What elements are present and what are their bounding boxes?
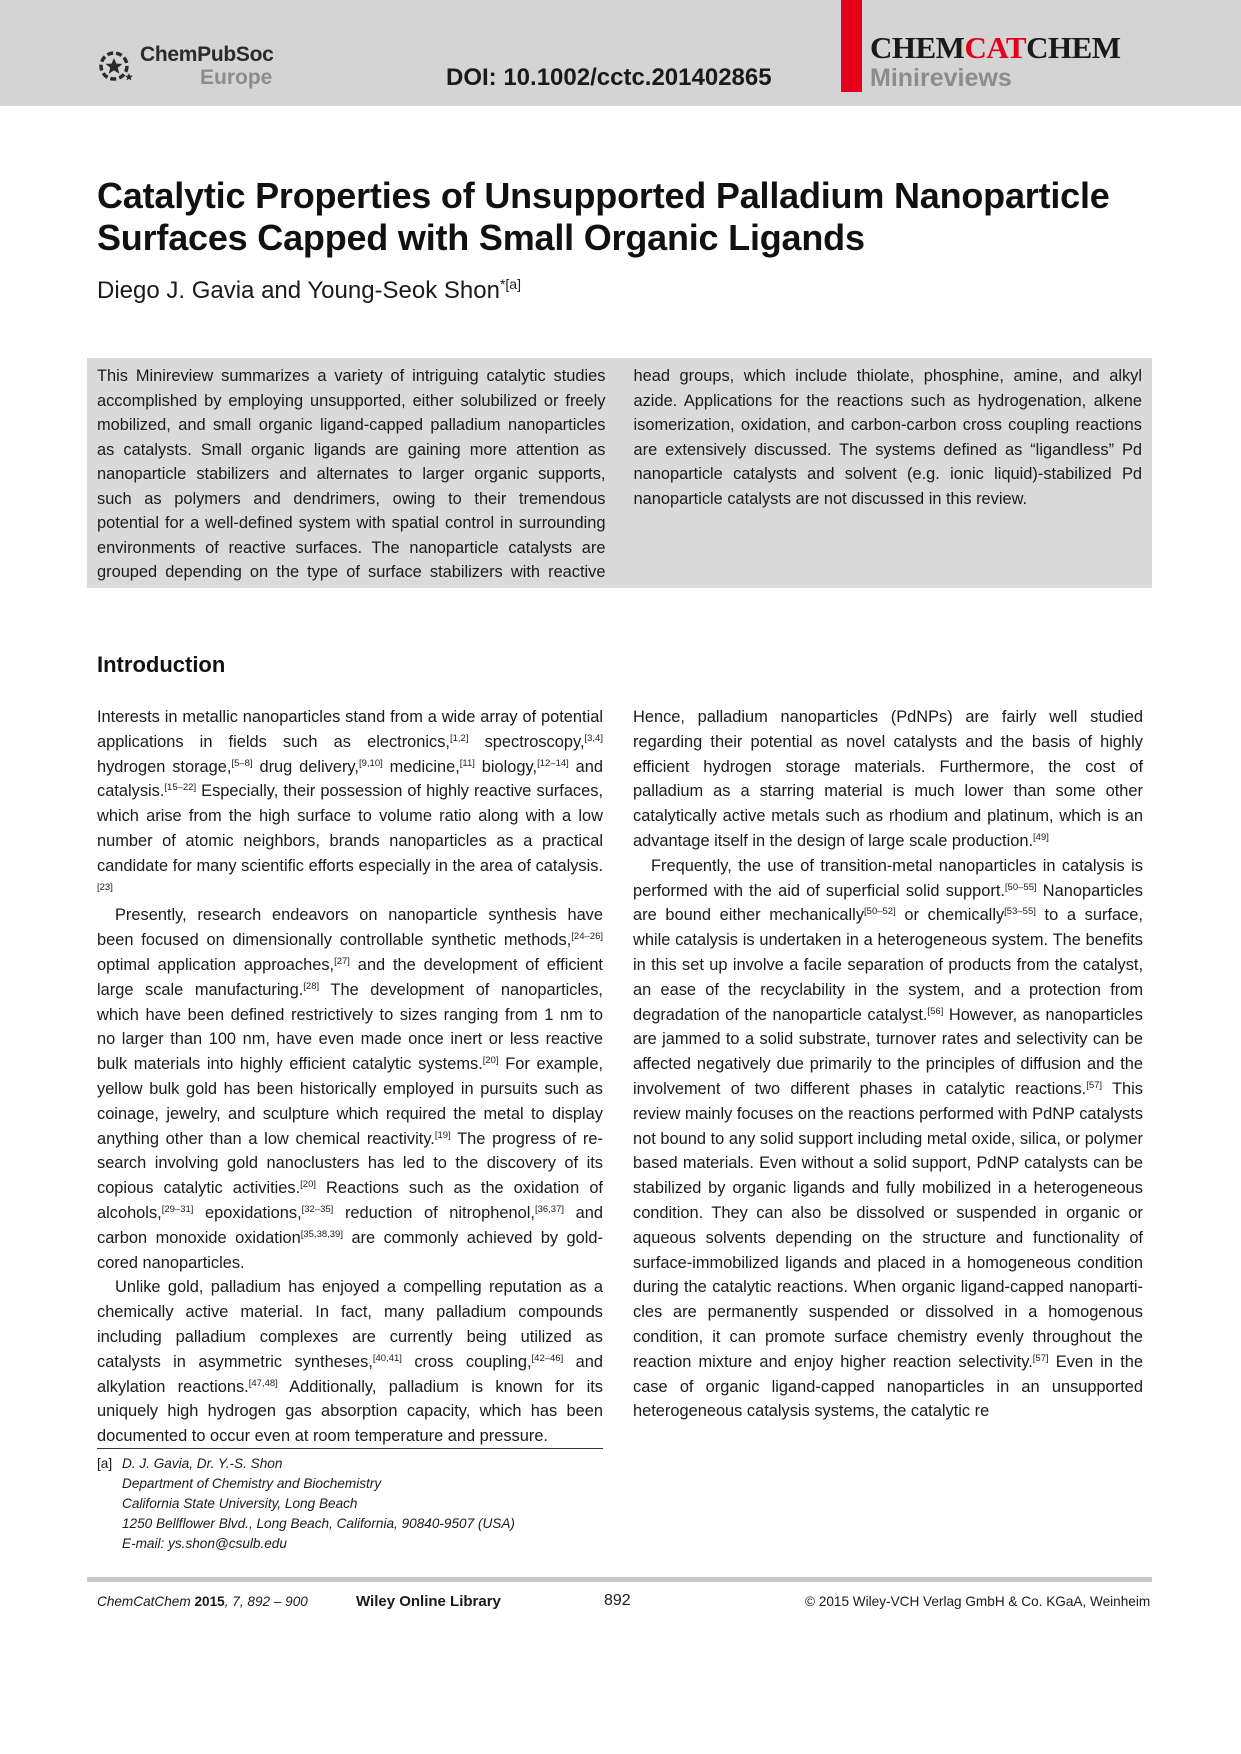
citation-ref[interactable]: [20]: [300, 1179, 316, 1191]
citation-ref[interactable]: [56]: [927, 1005, 944, 1017]
footnote-divider: [97, 1448, 603, 1449]
footnote-mark: [a]: [97, 1456, 113, 1471]
citation-ref[interactable]: [29–31]: [161, 1203, 194, 1215]
footnote-email[interactable]: E-mail: ys.shon@csulb.edu: [122, 1536, 287, 1551]
citation-ref[interactable]: [28]: [303, 980, 320, 992]
body-column-right: [633, 705, 1143, 1424]
footnote-names: D. J. Gavia, Dr. Y.-S. Shon: [122, 1456, 283, 1471]
footnote-university: California State University, Long Beach: [122, 1496, 358, 1511]
footnote-address: 1250 Bellflower Blvd., Long Beach, California, 90840-9507 (USA): [122, 1516, 515, 1531]
abstract-text: This Minireview summarizes a variety of intriguing catalytic studies accomplished by employing unsupported, either solubilized or freely mobilized, and small organic ligand-capped palladium nanoparticles as catalysts. Small organic ligands are gaining more attention as nanoparticle stabilizers and alternates to larger organic supports, such as polymers and dendrimers, owing to their tremendous potential for a well-defined system with spatial control in surrounding environments of reactive surfaces. The nanoparticle catalysts are grouped depending on the type of surface stabilizers with reactive head groups, which include thiolate, phosphine, amine, and alkyl azide. Applications for the reactions such as hydrogenation, alkene isomerization, oxidation, and carbon-carbon cross coupling reactions are extensively discussed. The systems defined as “ligandless” Pd nanoparticle catalysts and solvent (e.g. ionic liquid)-stabilized Pd nanoparticle catalysts are not discussed in this review.: [97, 367, 1142, 581]
citation-ref[interactable]: [50–52]: [864, 906, 896, 918]
abstract-box: [87, 358, 1152, 588]
citation-ref[interactable]: [20]: [482, 1055, 499, 1067]
citation-ref[interactable]: [5–8]: [231, 757, 253, 769]
citation-ref[interactable]: [36,37]: [534, 1203, 565, 1215]
journal-accent-bar: [841, 0, 862, 92]
citation-ref[interactable]: [49]: [1033, 831, 1049, 843]
footer-library-link[interactable]: Wiley Online Library: [356, 1593, 501, 1610]
citation-ref[interactable]: [53–55]: [1004, 906, 1036, 918]
citation-ref[interactable]: [35,38,39]: [300, 1228, 343, 1240]
citation-ref[interactable]: [57]: [1032, 1352, 1049, 1364]
journal-banner: [841, 0, 1241, 92]
footer-copyright: © 2015 Wiley-VCH Verlag GmbH & Co. KGaA, Weinheim: [805, 1594, 1151, 1609]
citation-ref[interactable]: [15–22]: [164, 782, 197, 794]
body-column-left: [97, 705, 603, 1449]
journal-section: Minireviews: [870, 64, 1012, 92]
body-paragraph: Unlike gold, palladium has enjoyed a compelling reputation as a chemically active material. In fact, many palladium compounds including palladium complexes are currently being utilized as catalysts in asymmetric syntheses,[40,41] cross coupling,[42–46] and alkylation reactions.[47,48] Additionally, palladium is known for its uniquely high hydrogen gas absorption capacity, which has been documented to occur even at room temperature and pressure.: [97, 1278, 603, 1446]
citation-ref[interactable]: [12–14]: [537, 757, 569, 769]
publisher-logo: [96, 44, 274, 88]
citation-ref[interactable]: [9,10]: [358, 757, 383, 769]
page-number: 892: [604, 1592, 631, 1609]
publisher-region: Europe: [200, 66, 273, 89]
citation-ref[interactable]: [57]: [1086, 1079, 1103, 1091]
citation-ref[interactable]: [50–55]: [1004, 881, 1037, 893]
section-heading-introduction: Introduction: [97, 652, 226, 677]
citation-ref[interactable]: [42–46]: [531, 1352, 564, 1364]
body-paragraph: Presently, research endeavors on nanoparticle synthesis have been focused on dimensionally controllable synthetic methods,[24–26] optimal application approaches,[27] and the development of efficient large scale manufacturing.[28] The development of nanoparticles, which have been defined restrictively to sizes ranging from 1 nm to no larger than 100 nm, have even made once inert or less reactive bulk materials into highly efficient catalytic systems.[20] For example, yellow bulk gold has been historically employed in pursuits such as coinage, jewelry, and sculpture which required the metal to display anything other than a low chemical reactivity.[19] The progress of research involving gold nanoclusters has led to the discovery of its copious catalytic activities.[20] Reactions such as the oxidation of alcohols,[29–31] epoxidations,[32–35] reduction of nitrophenol,[36,37] and carbon monoxide oxidation[35,38,39] are commonly achieved by gold-cored nanoparticles.: [97, 906, 604, 1272]
body-paragraph: Frequently, the use of transition-metal nanoparticles in catalysis is performed with the aid of superficial solid support.[50–55] Nanoparticles are bound either mechanically[50–52] or chemically[53–55] to a surface, while catalysis is undertaken in a heterogeneous system. The benefits in this set up involve a facile separation of products from the catalyst, an ease of the recyclability in the system, and a protection from degradation of the nanoparticle catalyst.[56] However, as nanoparticles are jammed to a solid substrate, turnover rates and selectivity can be affected negatively due primarily to the principles of diffusion and the involvement of two different phases in catalytic reactions.[57] This review mainly focuses on the reactions performed with PdNP catalysts not bound to any solid support including metal oxide, silica, or polymer based materials. Even without a solid support, PdNP catalysts can be stabilized by organic ligands and fully mobilized in a heterogeneous condition. They can also be dissolved or suspended in organic or aqueous solvents depending on the structure and functionality of surface-immobilized ligands and placed in a homogeneous condition during the catalytic reactions. When organic ligand-capped nanoparticles are permanently suspended or dissolved in a homogenous condition, it can promote surface chemistry evenly throughout the reaction mixture and enjoy higher reaction selectivity.[57] Even in the case of organic ligand-capped nanoparticles in an unsupported heterogeneous catalysis systems, the catalytic re: [633, 856, 1143, 1421]
author-names: Diego J. Gavia and Young-Seok Shon: [97, 277, 500, 304]
citation-ref[interactable]: [40,41]: [372, 1352, 402, 1364]
doi-link[interactable]: DOI: 10.1002/cctc.201402865: [446, 64, 772, 91]
chempubsoc-logo-icon: [96, 46, 136, 86]
body-paragraph-continued: Hence, palladium nanoparticles (PdNPs) are fairly well studied regarding their potential as novel catalysts and the basis of highly efficient hydrogen storage materials. Furthermore, the cost of palladium as a starring material is much lower than some other catalytically active metals such as rhodium and platinum, which is an advantage itself in the design of large scale production.[49]: [633, 708, 1143, 850]
publisher-name: ChemPubSoc: [140, 43, 274, 66]
citation-ref[interactable]: [11]: [459, 757, 475, 769]
affiliation-footnote: [97, 1454, 603, 1554]
citation-ref[interactable]: [3,4]: [584, 732, 603, 744]
citation-ref[interactable]: [27]: [334, 955, 350, 967]
citation-ref[interactable]: [32–35]: [301, 1203, 334, 1215]
article-title: Catalytic Properties of Unsupported Palladium Nanoparticle Surfaces Capped with Small Organic Ligands: [97, 175, 1110, 258]
citation-ref[interactable]: [19]: [434, 1129, 451, 1141]
citation-ref[interactable]: [1,2]: [449, 732, 469, 744]
citation-ref[interactable]: [23]: [97, 881, 113, 893]
journal-name: CHEMCATCHEM: [870, 30, 1121, 65]
footer-divider: [87, 1577, 1152, 1582]
citation-ref[interactable]: [24–26]: [571, 931, 603, 943]
footnote-department: Department of Chemistry and Biochemistry: [122, 1476, 382, 1491]
citation-ref[interactable]: [47,48]: [248, 1377, 278, 1389]
footer-citation: ChemCatChem 2015, 7, 892 – 900: [97, 1594, 308, 1609]
article-authors: [97, 276, 521, 305]
body-paragraph: Interests in metallic nanoparticles stand from a wide array of potential applications in fields such as electronics,[1,2] spectroscopy,[3,4] hydrogen storage,[5–8] drug delivery,[9,10] medicine,[11] biology,[12–14] and catalysis.[15–22] Especially, their possession of highly reactive surfaces, which arise from the high surface to volume ratio along with a low number of atomic neighbors, brands nanoparticles as a practical candidate for many scientific efforts especially in the area of catalysis.[23]: [97, 708, 603, 893]
author-affiliation-mark[interactable]: *[a]: [499, 276, 521, 292]
